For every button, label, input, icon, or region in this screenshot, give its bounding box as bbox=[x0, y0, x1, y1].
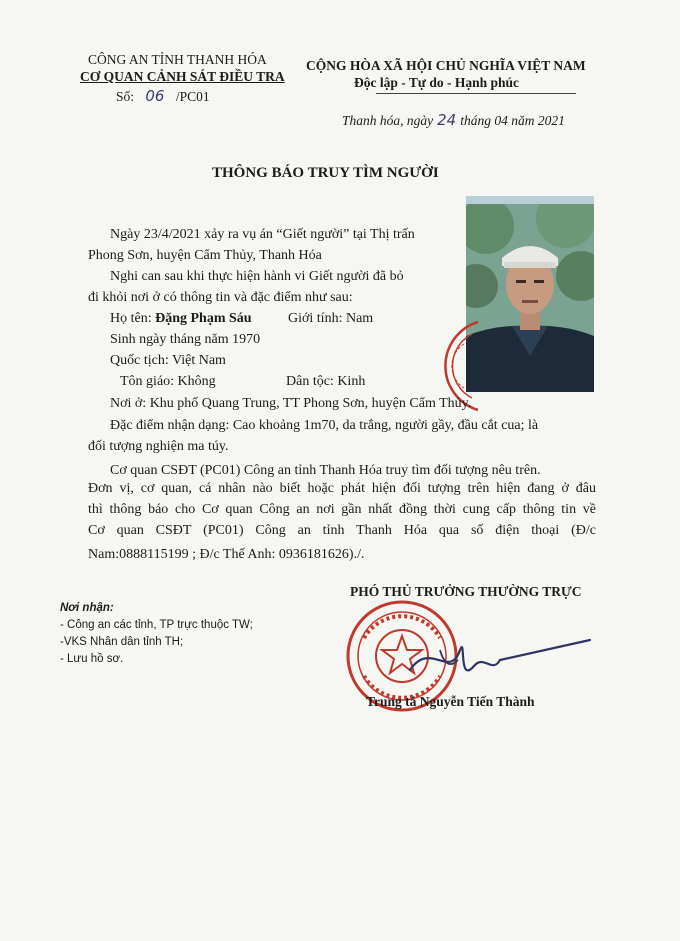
paragraph-3-line-3: thì thông báo cho Cơ quan Công an nơi gần nhất đồng thời cung cấp thông tin về bbox=[88, 502, 596, 517]
document-number bbox=[116, 87, 210, 105]
document-date bbox=[342, 111, 565, 129]
suspect-photo-image bbox=[466, 196, 594, 392]
suspect-nationality: Quốc tịch: Việt Nam bbox=[110, 353, 226, 368]
paragraph-2-line-2: đi khỏi nơi ở có thông tin và đặc điểm như sau: bbox=[88, 290, 353, 305]
agency-name: CÔNG AN TỈNH THANH HÓA bbox=[88, 52, 267, 67]
number-suffix: /PC01 bbox=[175, 89, 210, 104]
document-title: THÔNG BÁO TRUY TÌM NGƯỜI bbox=[212, 165, 439, 181]
unit-name: CƠ QUAN CẢNH SÁT ĐIỀU TRA bbox=[80, 69, 285, 84]
suspect-name-row bbox=[110, 308, 252, 329]
number-handwritten: 06 bbox=[145, 87, 165, 105]
suspect-birth: Sinh ngày tháng năm 1970 bbox=[110, 332, 261, 347]
suspect-name: Đặng Phạm Sáu bbox=[155, 311, 252, 326]
date-prefix: Thanh hóa, ngày bbox=[342, 113, 434, 128]
recipient-item: - Công an các tỉnh, TP trực thuộc TW; bbox=[60, 619, 253, 631]
country-name: CỘNG HÒA XÃ HỘI CHỦ NGHĨA VIỆT NAM bbox=[306, 58, 586, 73]
number-label: Số: bbox=[116, 89, 135, 104]
handwritten-signature bbox=[400, 630, 600, 695]
suspect-ethnicity: Dân tộc: Kinh bbox=[286, 374, 366, 389]
recipient-item: - Lưu hồ sơ. bbox=[60, 653, 124, 665]
paragraph-1-line-1: Ngày 23/4/2021 xảy ra vụ án “Giết người” tại Thị trấn bbox=[110, 227, 415, 242]
features-line-1: Đặc điểm nhận dạng: Cao khoảng 1m70, da trắng, người gầy, đầu cắt cua; là bbox=[110, 418, 539, 433]
name-label: Họ tên: bbox=[110, 311, 152, 326]
paragraph-2-line-1: Nghi can sau khi thực hiện hành vi Giết người đã bỏ bbox=[110, 269, 404, 284]
suspect-photo bbox=[466, 196, 594, 392]
motto: Độc lập - Tự do - Hạnh phúc bbox=[354, 75, 520, 90]
recipient-item: -VKS Nhân dân tỉnh TH; bbox=[60, 636, 184, 648]
suspect-gender: Giới tính: Nam bbox=[288, 311, 374, 326]
paragraph-3-line-5: Nam:0888115199 ; Đ/c Thế Anh: 0936181626)./. bbox=[88, 547, 365, 562]
signer-position: PHÓ THỦ TRƯỞNG THƯỜNG TRỰC bbox=[350, 584, 582, 599]
paragraph-3-line-4: Cơ quan CSĐT (PC01) Công an tỉnh Thanh Hóa qua số điện thoại (Đ/c bbox=[88, 523, 596, 538]
recipients-label: Nơi nhận: bbox=[60, 602, 114, 614]
paragraph-3-line-2: Đơn vị, cơ quan, cá nhân nào biết hoặc phát hiện đối tượng trên hiện đang ở đâu bbox=[88, 481, 596, 496]
date-day: 24 bbox=[437, 111, 457, 129]
motto-underline bbox=[376, 93, 576, 94]
suspect-address: Nơi ở: Khu phố Quang Trung, TT Phong Sơn, huyện Cẩm Thủy. bbox=[110, 396, 472, 411]
features-line-2: đối tượng nghiện ma túy. bbox=[88, 439, 229, 454]
signer-name: Trung tá Nguyễn Tiến Thành bbox=[366, 694, 535, 709]
date-suffix: tháng 04 năm 2021 bbox=[460, 113, 565, 128]
suspect-religion: Tôn giáo: Không bbox=[120, 374, 216, 389]
paragraph-1-line-2: Phong Sơn, huyện Cẩm Thủy, Thanh Hóa bbox=[88, 248, 322, 263]
paragraph-3-line-1: Cơ quan CSĐT (PC01) Công an tỉnh Thanh Hóa truy tìm đối tượng nêu trên. bbox=[110, 463, 541, 478]
